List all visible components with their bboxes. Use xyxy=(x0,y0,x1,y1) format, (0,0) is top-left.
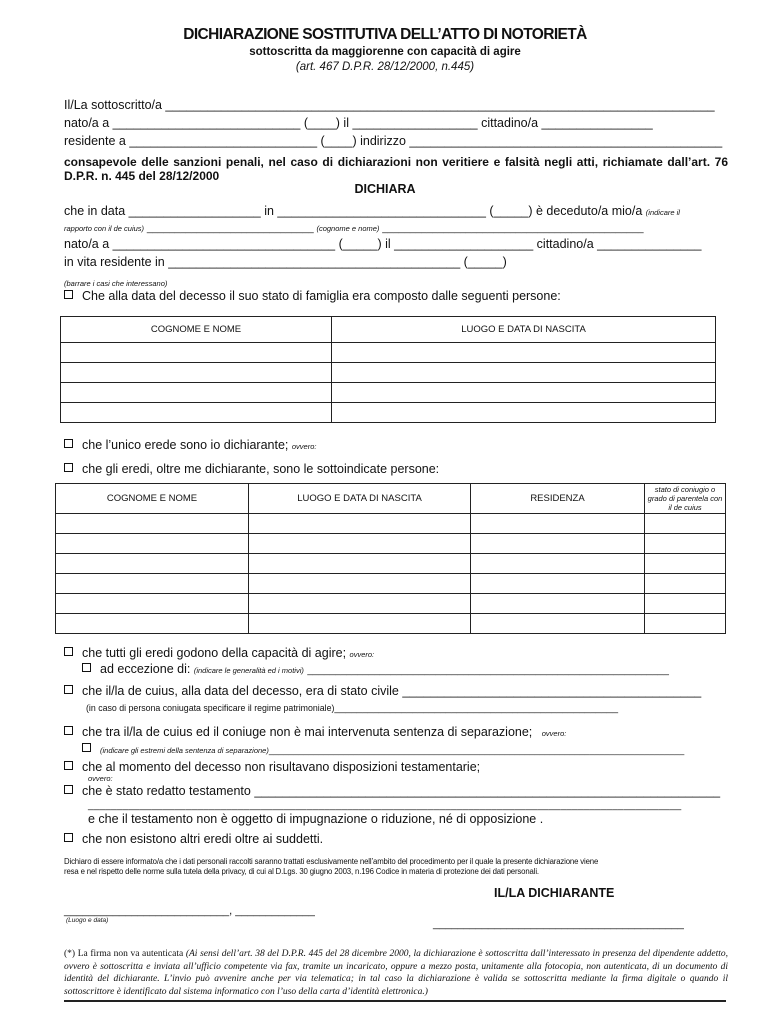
heirs-table xyxy=(55,483,726,634)
testament-option[interactable] xyxy=(64,784,720,798)
table-cell[interactable] xyxy=(249,534,471,554)
table-cell[interactable] xyxy=(645,534,726,554)
table-cell[interactable] xyxy=(645,514,726,534)
signature-label: IL/LA DICHIARANTE xyxy=(494,886,615,900)
table-cell[interactable] xyxy=(56,534,249,554)
table-cell[interactable] xyxy=(645,554,726,574)
footnote-text: (Ai sensi dell’art. 38 del D.P.R. 445 del 28 dicembre 2000, la dichiarazione è sottoscritta dall’interessato in presenza del dipendente addetto, ovvero è sottoscritta e inviata all’ufficio competente via fax, tramite un incaricato, oppure a mezzo posta, unitamente alla fotocopia, non autenticata, di un documento di identità del dichiarante. L’invio può avvenire anche per via telematica; in tal caso la dichiarazione è valida se sottoscritta mediante la firma digitale o quando il sottoscrittore è identificato dal sistema informatico con l’uso della carta d’identità elettronica.) xyxy=(64,949,729,997)
table-cell[interactable] xyxy=(249,514,471,534)
table-cell[interactable] xyxy=(332,343,716,363)
civil-status-note-line[interactable] xyxy=(86,703,618,714)
civil-status-text: che il/la de cuius, alla data del decesso, era di stato civile ___________________________________________ xyxy=(82,684,702,698)
table-cell[interactable] xyxy=(471,574,645,594)
table-cell[interactable] xyxy=(56,574,249,594)
deceased-birth-line[interactable]: nato/a a ________________________________ (_____) il ____________________ cittadino/a _______________ xyxy=(64,237,702,251)
family-table xyxy=(60,316,716,423)
table-cell[interactable] xyxy=(471,594,645,614)
table-row xyxy=(61,403,716,423)
capacity-text: che tutti gli eredi godono della capacità di agire; xyxy=(82,646,347,660)
heirs-header-name: COGNOME E NOME xyxy=(56,484,249,514)
civil-status-note: (in caso di persona coniugata specificare il regime patrimoniale) xyxy=(86,703,335,713)
heirs-header-residence: RESIDENZA xyxy=(471,484,645,514)
table-cell[interactable] xyxy=(56,514,249,534)
relationship-line[interactable] xyxy=(64,223,644,234)
table-cell[interactable] xyxy=(645,594,726,614)
separation-note: ovvero: xyxy=(541,729,567,738)
table-cell[interactable] xyxy=(249,594,471,614)
dichiara-heading: DICHIARA xyxy=(354,182,416,196)
civil-status-blank: ___________________________________________________ xyxy=(334,703,619,714)
no-other-heirs-option[interactable] xyxy=(64,832,323,846)
family-checkbox[interactable] xyxy=(64,290,73,299)
table-cell[interactable] xyxy=(61,383,332,403)
family-header-name: COGNOME E NOME xyxy=(61,317,332,343)
table-row xyxy=(61,383,716,403)
table-cell[interactable] xyxy=(56,594,249,614)
table-row xyxy=(56,534,726,554)
table-cell[interactable] xyxy=(645,614,726,634)
table-cell[interactable] xyxy=(645,574,726,594)
relationship-blank: ______________________________ xyxy=(146,223,314,234)
only-heir-note: ovvero: xyxy=(291,442,317,451)
only-heir-option[interactable] xyxy=(64,438,316,452)
table-cell[interactable] xyxy=(249,614,471,634)
separation-details-line[interactable] xyxy=(82,740,684,758)
testament-checkbox[interactable] xyxy=(64,785,73,794)
other-heirs-text: che gli eredi, oltre me dichiarante, sono le sottoindicate persone: xyxy=(82,462,440,476)
separation-details-blank: ___________________________________________________________________________________ xyxy=(268,745,685,755)
testament-text: che è stato redatto testamento ___________________________________________________________________ xyxy=(82,784,721,798)
separation-text: che tra il/la de cuius ed il coniuge non è mai intervenuta sentenza di separazione; xyxy=(82,725,533,739)
legal-reference: (art. 467 D.P.R. 28/12/2000, n.445) xyxy=(295,61,475,73)
capacity-checkbox[interactable] xyxy=(64,647,73,656)
table-cell[interactable] xyxy=(471,614,645,634)
separation-checkbox[interactable] xyxy=(64,726,73,735)
declarant-birth-line[interactable]: nato/a a ___________________________ (____) il __________________ cittadino/a ________________ xyxy=(64,116,653,130)
table-row xyxy=(56,514,726,534)
bottom-rule xyxy=(64,1000,726,1002)
separation-details-note: (indicare gli estremi della sentenza di separazione) xyxy=(100,746,269,755)
footnote-lead: La firma non va autenticata xyxy=(77,949,184,959)
table-cell[interactable] xyxy=(56,614,249,634)
testament-extra-line[interactable]: _______________________________________________________________________________________________________ xyxy=(88,800,682,811)
table-cell[interactable] xyxy=(249,554,471,574)
footnote xyxy=(64,948,728,998)
relationship-note-2: rapporto con il de cuius) xyxy=(64,224,145,233)
privacy-line-1: Dichiaro di essere informato/a che i dati personali raccolti saranno trattati esclusivamente nell’ambito del procedimento per il quale la presente dichiarazione viene xyxy=(64,857,599,866)
family-option[interactable] xyxy=(64,289,561,303)
exception-blank: _________________________________________________________________ xyxy=(307,665,669,676)
exception-option[interactable] xyxy=(82,662,669,676)
table-cell[interactable] xyxy=(249,574,471,594)
exception-text: ad eccezione di: xyxy=(100,662,191,676)
family-header-birth: LUOGO E DATA DI NASCITA xyxy=(332,317,716,343)
table-cell[interactable] xyxy=(61,343,332,363)
only-heir-text: che l’unico erede sono io dichiarante; xyxy=(82,438,289,452)
other-heirs-option[interactable] xyxy=(64,462,439,476)
no-other-heirs-checkbox[interactable] xyxy=(64,833,73,842)
table-cell[interactable] xyxy=(332,403,716,423)
table-row xyxy=(56,614,726,634)
table-row xyxy=(61,363,716,383)
table-cell[interactable] xyxy=(61,403,332,423)
table-row xyxy=(61,343,716,363)
heirs-header-birth: LUOGO E DATA DI NASCITA xyxy=(249,484,471,514)
no-testament-checkbox[interactable] xyxy=(64,761,73,770)
exception-checkbox[interactable] xyxy=(82,663,91,672)
document-subtitle: sottoscritta da maggiorenne con capacità di agire xyxy=(249,46,521,58)
exception-note: (indicare le generalità ed i motivi) xyxy=(193,666,304,675)
death-date-text: che in data ___________________ in ______________________________ (_____) è deceduto/a mio/a xyxy=(64,204,643,218)
capacity-note: ovvero: xyxy=(349,650,375,659)
table-cell[interactable] xyxy=(471,534,645,554)
name-blank: _______________________________________________ xyxy=(382,223,644,234)
separation-details-checkbox[interactable] xyxy=(82,743,91,752)
footnote-marker: (*) xyxy=(64,949,76,959)
document-title: DICHIARAZIONE SOSTITUTIVA DELL’ATTO DI NOTORIETÀ xyxy=(183,26,587,43)
declarant-residence-line[interactable]: residente a ___________________________ (____) indirizzo _____________________________________________ xyxy=(64,134,723,148)
table-cell[interactable] xyxy=(332,363,716,383)
family-intro: Che alla data del decesso il suo stato di famiglia era composto dalle seguenti persone: xyxy=(82,289,561,303)
separation-option[interactable] xyxy=(64,725,566,739)
capacity-option[interactable] xyxy=(64,646,374,660)
declarant-name-line[interactable]: Il/La sottoscritto/a _______________________________________________________________________________ xyxy=(64,98,715,112)
only-heir-checkbox[interactable] xyxy=(64,439,73,448)
table-cell[interactable] xyxy=(471,514,645,534)
deceased-residence-line[interactable]: in vita residente in __________________________________________ (_____) xyxy=(64,255,507,269)
civil-status-checkbox[interactable] xyxy=(64,685,73,694)
table-row xyxy=(56,554,726,574)
no-testament-option[interactable] xyxy=(64,760,480,774)
place-date-note: (Luogo e data) xyxy=(66,917,109,924)
other-heirs-checkbox[interactable] xyxy=(64,463,73,472)
table-cell[interactable] xyxy=(332,383,716,403)
heirs-header-relation: stato di coniugio o grado di parentela con il de cuius xyxy=(645,484,726,514)
testament-ovvero: ovvero: xyxy=(88,774,113,783)
no-other-heirs-text: che non esistono altri eredi oltre ai suddetti. xyxy=(82,832,324,846)
no-testament-text: che al momento del decesso non risultavano disposizioni testamentarie; xyxy=(82,760,481,774)
death-date-line[interactable] xyxy=(64,204,680,218)
testament-not-contested: e che il testamento non è oggetto di impugnazione o riduzione, né di opposizione . xyxy=(88,812,544,826)
relationship-note: (indicare il xyxy=(645,208,680,217)
privacy-line-2: resa e nel rispetto delle norme sulla tutela della privacy, di cui al D.Lgs. 30 giugno 2003, n.196 Codice in materia di protezione dei dati personali. xyxy=(64,867,539,876)
table-row xyxy=(56,594,726,614)
table-cell[interactable] xyxy=(56,554,249,574)
signature-line[interactable]: _________________________________________ xyxy=(433,918,684,930)
awareness-statement: consapevole delle sanzioni penali, nel caso di dichiarazioni non veritiere e falsità negli atti, richiamate dall’art. 76 D.P.R. n. 445 del 28/12/2000 xyxy=(64,155,728,183)
place-date-line[interactable]: ___________________________, _____________ xyxy=(64,905,315,917)
barrare-note: (barrare i casi che interessano) xyxy=(64,279,168,288)
table-cell[interactable] xyxy=(471,554,645,574)
table-row xyxy=(56,574,726,594)
table-cell[interactable] xyxy=(61,363,332,383)
name-note: (cognome e nome) xyxy=(316,224,380,233)
civil-status-option[interactable] xyxy=(64,684,701,698)
